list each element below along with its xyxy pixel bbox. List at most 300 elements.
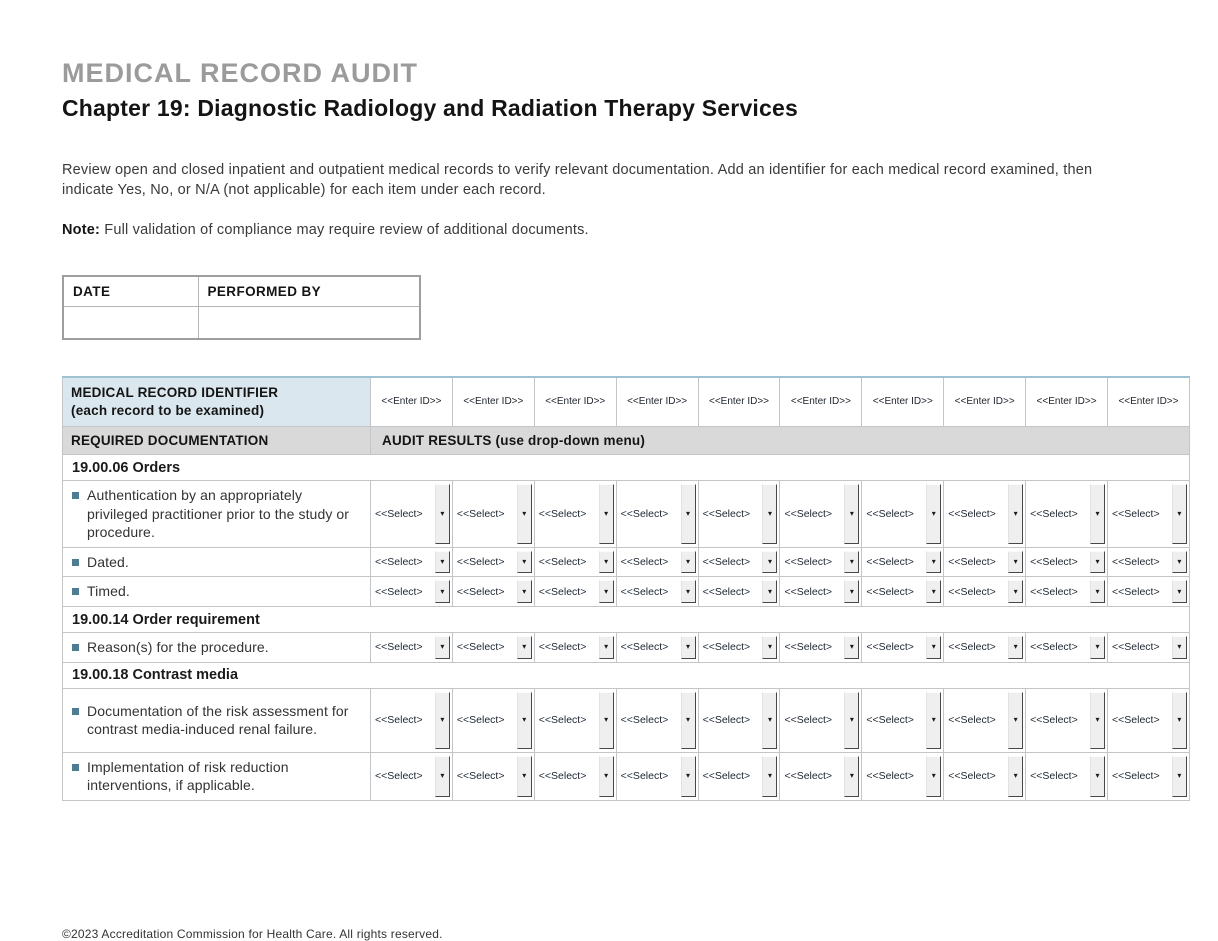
dropdown-arrow-button[interactable] <box>599 692 614 749</box>
dropdown-selected-value: <<Select> <box>948 556 996 569</box>
audit-result-cell <box>534 547 616 577</box>
section-heading: 19.00.06 Orders <box>63 455 1190 481</box>
audit-result-dropdown[interactable] <box>947 580 1023 603</box>
chevron-down-icon: ▾ <box>767 586 772 596</box>
item-description-cell <box>63 752 371 800</box>
audit-result-cell <box>780 577 862 607</box>
dropdown-arrow-button[interactable] <box>1172 692 1187 749</box>
info-input-row <box>63 307 420 339</box>
audit-result-dropdown[interactable] <box>702 692 778 749</box>
audit-result-cell <box>862 688 944 752</box>
dropdown-selected-value: <<Select> <box>866 641 914 654</box>
chevron-down-icon: ▾ <box>604 508 609 518</box>
dropdown-selected-value: <<Select> <box>1030 585 1078 598</box>
audit-result-dropdown[interactable] <box>783 484 859 544</box>
audit-result-cell <box>1026 688 1108 752</box>
audit-result-cell <box>1026 547 1108 577</box>
chevron-down-icon: ▾ <box>440 586 445 596</box>
dropdown-arrow-button[interactable] <box>681 692 696 749</box>
record-id-input[interactable]: <<Enter ID>> <box>1026 377 1108 427</box>
audit-result-dropdown[interactable] <box>865 551 941 574</box>
dropdown-arrow-button[interactable] <box>681 580 696 603</box>
dropdown-selected-value: <<Select> <box>456 585 505 598</box>
audit-result-cell <box>371 752 453 800</box>
audit-result-cell <box>616 633 698 663</box>
copyright-footer: ©2023 Accreditation Commission for Health Care. All rights reserved. <box>62 926 443 941</box>
audit-result-cell <box>371 633 453 663</box>
audit-result-cell <box>371 577 453 607</box>
audit-result-dropdown[interactable] <box>1111 692 1187 749</box>
chevron-down-icon: ▾ <box>849 715 854 725</box>
dropdown-arrow-button[interactable] <box>1172 756 1187 797</box>
audit-result-dropdown[interactable] <box>1029 580 1105 603</box>
dropdown-selected-value: <<Select> <box>1030 641 1078 654</box>
dropdown-arrow-button[interactable] <box>517 692 532 749</box>
audit-result-cell <box>1026 633 1108 663</box>
audit-result-dropdown[interactable] <box>374 692 450 749</box>
dropdown-selected-value: <<Select> <box>375 507 423 520</box>
audit-result-dropdown[interactable] <box>947 484 1023 544</box>
audit-result-dropdown[interactable] <box>374 580 450 603</box>
dropdown-selected-value: <<Select> <box>702 585 751 598</box>
chevron-down-icon: ▾ <box>1095 508 1100 518</box>
audit-item-row <box>63 481 1190 548</box>
dropdown-arrow-button[interactable] <box>926 551 941 574</box>
dropdown-selected-value: <<Select> <box>1112 585 1160 598</box>
dropdown-arrow-button[interactable] <box>599 756 614 797</box>
audit-result-dropdown[interactable] <box>702 484 778 544</box>
dropdown-arrow-button[interactable] <box>681 756 696 797</box>
dropdown-selected-value: <<Select> <box>375 641 423 654</box>
chevron-down-icon: ▾ <box>931 642 936 652</box>
audit-result-cell <box>698 547 780 577</box>
record-id-input[interactable]: <<Enter ID>> <box>780 377 862 427</box>
audit-result-cell <box>862 481 944 548</box>
audit-item-row <box>63 752 1190 800</box>
column-band-row <box>63 427 1190 455</box>
dropdown-arrow-button[interactable] <box>1172 484 1187 544</box>
dropdown-selected-value: <<Select> <box>456 507 505 520</box>
dropdown-selected-value: <<Select> <box>948 641 996 654</box>
audit-result-cell <box>698 688 780 752</box>
dropdown-arrow-button[interactable] <box>599 551 614 574</box>
audit-result-dropdown[interactable] <box>1111 580 1187 603</box>
dropdown-arrow-button[interactable] <box>681 551 696 574</box>
square-bullet-icon <box>72 708 79 715</box>
square-bullet-icon <box>72 644 79 651</box>
dropdown-arrow-button[interactable] <box>599 484 614 544</box>
item-description: Reason(s) for the procedure. <box>87 639 269 656</box>
dropdown-arrow-button[interactable] <box>435 756 450 797</box>
audit-result-dropdown[interactable] <box>620 692 696 749</box>
audit-result-dropdown[interactable] <box>620 756 696 797</box>
chevron-down-icon: ▾ <box>522 642 527 652</box>
chevron-down-icon: ▾ <box>931 715 936 725</box>
dropdown-arrow-button[interactable] <box>1008 636 1023 659</box>
chevron-down-icon: ▾ <box>767 771 772 781</box>
dropdown-arrow-button[interactable] <box>517 551 532 574</box>
info-header-row <box>63 276 420 307</box>
dropdown-selected-value: <<Select> <box>1030 770 1078 783</box>
dropdown-selected-value: <<Select> <box>1112 770 1160 783</box>
chevron-down-icon: ▾ <box>849 508 854 518</box>
audit-result-dropdown[interactable] <box>947 551 1023 574</box>
record-id-input[interactable]: <<Enter ID>> <box>944 377 1026 427</box>
dropdown-selected-value: <<Select> <box>538 641 587 654</box>
audit-result-dropdown[interactable] <box>374 551 450 574</box>
chevron-down-icon: ▾ <box>1013 642 1018 652</box>
dropdown-arrow-button[interactable] <box>1090 551 1105 574</box>
audit-result-cell <box>534 633 616 663</box>
dropdown-arrow-button[interactable] <box>599 636 614 659</box>
dropdown-arrow-button[interactable] <box>1172 580 1187 603</box>
dropdown-selected-value: <<Select> <box>456 770 505 783</box>
dropdown-arrow-button[interactable] <box>517 484 532 544</box>
square-bullet-icon <box>72 492 79 499</box>
dropdown-selected-value: <<Select> <box>375 770 423 783</box>
audit-result-dropdown[interactable] <box>865 484 941 544</box>
dropdown-arrow-button[interactable] <box>844 551 859 574</box>
dropdown-arrow-button[interactable] <box>844 756 859 797</box>
audit-result-dropdown[interactable] <box>702 551 778 574</box>
dropdown-selected-value: <<Select> <box>620 770 669 783</box>
dropdown-arrow-button[interactable] <box>762 692 777 749</box>
audit-result-dropdown[interactable] <box>538 636 614 659</box>
audit-result-cell <box>534 752 616 800</box>
dropdown-selected-value: <<Select> <box>784 585 833 598</box>
audit-result-cell <box>452 752 534 800</box>
audit-result-cell <box>1026 752 1108 800</box>
dropdown-arrow-button[interactable] <box>1090 756 1105 797</box>
dropdown-arrow-button[interactable] <box>844 484 859 544</box>
audit-result-cell <box>698 481 780 548</box>
identifier-header-line2: (each record to be examined) <box>71 402 265 418</box>
audit-result-cell <box>780 752 862 800</box>
dropdown-arrow-button[interactable] <box>1008 692 1023 749</box>
audit-result-dropdown[interactable] <box>702 580 778 603</box>
chevron-down-icon: ▾ <box>686 642 691 652</box>
audit-result-dropdown[interactable] <box>456 756 532 797</box>
audit-result-dropdown[interactable] <box>1111 551 1187 574</box>
chevron-down-icon: ▾ <box>931 508 936 518</box>
dropdown-selected-value: <<Select> <box>702 556 751 569</box>
audit-result-dropdown[interactable] <box>538 692 614 749</box>
audit-result-cell <box>780 547 862 577</box>
audit-result-dropdown[interactable] <box>783 756 859 797</box>
chevron-down-icon: ▾ <box>604 715 609 725</box>
dropdown-arrow-button[interactable] <box>435 580 450 603</box>
dropdown-arrow-button[interactable] <box>926 756 941 797</box>
chevron-down-icon: ▾ <box>686 771 691 781</box>
note-paragraph <box>62 222 1188 238</box>
chevron-down-icon: ▾ <box>686 557 691 567</box>
dropdown-arrow-button[interactable] <box>926 636 941 659</box>
chevron-down-icon: ▾ <box>1177 586 1182 596</box>
audit-item-row <box>63 547 1190 577</box>
audit-result-cell <box>780 688 862 752</box>
dropdown-selected-value: <<Select> <box>375 556 423 569</box>
chevron-down-icon: ▾ <box>522 771 527 781</box>
audit-result-dropdown[interactable] <box>947 756 1023 797</box>
record-id-input[interactable]: <<Enter ID>> <box>452 377 534 427</box>
audit-result-cell <box>862 752 944 800</box>
chevron-down-icon: ▾ <box>1095 557 1100 567</box>
audit-result-dropdown[interactable] <box>783 580 859 603</box>
dropdown-selected-value: <<Select> <box>702 507 751 520</box>
dropdown-selected-value: <<Select> <box>784 641 833 654</box>
record-id-input[interactable]: <<Enter ID>> <box>862 377 944 427</box>
audit-result-cell <box>780 633 862 663</box>
dropdown-arrow-button[interactable] <box>1090 692 1105 749</box>
chevron-down-icon: ▾ <box>604 586 609 596</box>
dropdown-arrow-button[interactable] <box>762 636 777 659</box>
chevron-down-icon: ▾ <box>686 586 691 596</box>
dropdown-arrow-button[interactable] <box>926 484 941 544</box>
note-label: Note: <box>62 222 101 238</box>
item-description: Authentication by an appropriately privileged practitioner prior to the study or procedure. <box>87 487 350 541</box>
audit-result-dropdown[interactable] <box>374 756 450 797</box>
chevron-down-icon: ▾ <box>440 642 445 652</box>
audit-result-cell <box>371 547 453 577</box>
dropdown-arrow-button[interactable] <box>844 580 859 603</box>
audit-result-cell <box>698 633 780 663</box>
chevron-down-icon: ▾ <box>1177 508 1182 518</box>
audit-result-dropdown[interactable] <box>620 484 696 544</box>
audit-result-dropdown[interactable] <box>702 756 778 797</box>
chevron-down-icon: ▾ <box>931 557 936 567</box>
audit-result-cell <box>944 547 1026 577</box>
chevron-down-icon: ▾ <box>849 642 854 652</box>
audit-result-cell <box>698 577 780 607</box>
dropdown-arrow-button[interactable] <box>844 636 859 659</box>
dropdown-arrow-button[interactable] <box>435 551 450 574</box>
audit-result-cell <box>944 481 1026 548</box>
audit-result-dropdown[interactable] <box>620 636 696 659</box>
audit-result-dropdown[interactable] <box>456 636 532 659</box>
audit-result-cell <box>1026 481 1108 548</box>
audit-result-dropdown[interactable] <box>538 756 614 797</box>
chevron-down-icon: ▾ <box>604 557 609 567</box>
audit-item-row <box>63 577 1190 607</box>
medical-record-identifier-header <box>63 377 371 427</box>
audit-result-dropdown[interactable] <box>865 756 941 797</box>
dropdown-arrow-button[interactable] <box>762 756 777 797</box>
audit-result-cell <box>371 688 453 752</box>
item-description: Timed. <box>87 583 130 600</box>
dropdown-arrow-button[interactable] <box>517 636 532 659</box>
audit-result-dropdown[interactable] <box>783 551 859 574</box>
record-id-input[interactable]: <<Enter ID>> <box>534 377 616 427</box>
audit-result-dropdown[interactable] <box>1029 636 1105 659</box>
audit-result-dropdown[interactable] <box>1111 636 1187 659</box>
audit-result-cell <box>944 633 1026 663</box>
item-description: Documentation of the risk assessment for contrast media-induced renal failure. <box>87 702 349 738</box>
audit-result-dropdown[interactable] <box>865 580 941 603</box>
dropdown-selected-value: <<Select> <box>1112 641 1160 654</box>
dropdown-selected-value: <<Select> <box>538 585 587 598</box>
chevron-down-icon: ▾ <box>604 771 609 781</box>
square-bullet-icon <box>72 559 79 566</box>
chevron-down-icon: ▾ <box>1177 557 1182 567</box>
performed-by-header: PERFORMED BY <box>198 276 420 307</box>
dropdown-arrow-button[interactable] <box>844 692 859 749</box>
chapter-title: Chapter 19: Diagnostic Radiology and Radiation Therapy Services <box>62 95 798 121</box>
audit-result-dropdown[interactable] <box>456 551 532 574</box>
chevron-down-icon: ▾ <box>440 771 445 781</box>
chevron-down-icon: ▾ <box>1095 771 1100 781</box>
audit-result-cell <box>371 481 453 548</box>
intro-paragraph: Review open and closed inpatient and outpatient medical records to verify relevant documentation. Add an identifier for each medical record examined, then indicate Yes, No, or N/A (not applicable) for each item under each record. <box>62 162 1093 198</box>
dropdown-arrow-button[interactable] <box>1090 484 1105 544</box>
performed-by-input-cell[interactable] <box>198 307 420 339</box>
dropdown-arrow-button[interactable] <box>1090 636 1105 659</box>
dropdown-selected-value: <<Select> <box>538 556 587 569</box>
audit-result-dropdown[interactable] <box>374 636 450 659</box>
audit-result-cell <box>1108 633 1190 663</box>
chevron-down-icon: ▾ <box>1013 557 1018 567</box>
chevron-down-icon: ▾ <box>767 715 772 725</box>
audit-result-dropdown[interactable] <box>865 692 941 749</box>
chevron-down-icon: ▾ <box>604 642 609 652</box>
dropdown-selected-value: <<Select> <box>1030 556 1078 569</box>
chevron-down-icon: ▾ <box>686 715 691 725</box>
item-description-cell <box>63 481 371 548</box>
chevron-down-icon: ▾ <box>1095 642 1100 652</box>
dropdown-arrow-button[interactable] <box>435 692 450 749</box>
audit-result-cell <box>780 481 862 548</box>
chevron-down-icon: ▾ <box>522 557 527 567</box>
dropdown-arrow-button[interactable] <box>681 636 696 659</box>
audit-result-dropdown[interactable] <box>1111 484 1187 544</box>
audit-result-dropdown[interactable] <box>538 484 614 544</box>
audit-result-dropdown[interactable] <box>1029 756 1105 797</box>
audit-result-cell <box>1108 688 1190 752</box>
audit-result-dropdown[interactable] <box>947 692 1023 749</box>
audit-result-dropdown[interactable] <box>1029 484 1105 544</box>
audit-result-dropdown[interactable] <box>865 636 941 659</box>
dropdown-selected-value: <<Select> <box>538 507 587 520</box>
dropdown-selected-value: <<Select> <box>1112 714 1160 727</box>
dropdown-selected-value: <<Select> <box>948 770 996 783</box>
audit-result-dropdown[interactable] <box>783 636 859 659</box>
chevron-down-icon: ▾ <box>849 586 854 596</box>
dropdown-selected-value: <<Select> <box>866 714 914 727</box>
audit-item-row <box>63 633 1190 663</box>
audit-result-cell <box>616 577 698 607</box>
audit-result-dropdown[interactable] <box>947 636 1023 659</box>
dropdown-arrow-button[interactable] <box>1008 580 1023 603</box>
chevron-down-icon: ▾ <box>1095 586 1100 596</box>
audit-table <box>62 376 1190 801</box>
dropdown-selected-value: <<Select> <box>1112 507 1160 520</box>
dropdown-arrow-button[interactable] <box>1008 551 1023 574</box>
record-id-input[interactable]: <<Enter ID>> <box>1108 377 1190 427</box>
section-heading-row <box>63 455 1190 481</box>
chevron-down-icon: ▾ <box>1095 715 1100 725</box>
date-performedby-table <box>62 275 421 340</box>
dropdown-selected-value: <<Select> <box>866 770 914 783</box>
audit-result-cell <box>616 481 698 548</box>
chevron-down-icon: ▾ <box>522 586 527 596</box>
audit-result-cell <box>944 577 1026 607</box>
dropdown-arrow-button[interactable] <box>435 484 450 544</box>
dropdown-arrow-button[interactable] <box>762 580 777 603</box>
record-id-input[interactable]: <<Enter ID>> <box>371 377 453 427</box>
chevron-down-icon: ▾ <box>849 771 854 781</box>
chevron-down-icon: ▾ <box>440 715 445 725</box>
audit-result-cell <box>862 547 944 577</box>
dropdown-arrow-button[interactable] <box>1008 756 1023 797</box>
note-text: Full validation of compliance may require review of additional documents. <box>100 222 589 238</box>
dropdown-selected-value: <<Select> <box>620 556 669 569</box>
audit-table-body <box>63 455 1190 801</box>
chevron-down-icon: ▾ <box>849 557 854 567</box>
audit-result-dropdown[interactable] <box>620 580 696 603</box>
chevron-down-icon: ▾ <box>1013 771 1018 781</box>
page-title: MEDICAL RECORD AUDIT <box>62 58 418 88</box>
dropdown-selected-value: <<Select> <box>538 714 587 727</box>
audit-result-dropdown[interactable] <box>374 484 450 544</box>
audit-result-dropdown[interactable] <box>783 692 859 749</box>
dropdown-selected-value: <<Select> <box>456 714 505 727</box>
chevron-down-icon: ▾ <box>1013 508 1018 518</box>
section-heading-row <box>63 662 1190 688</box>
audit-result-cell <box>452 547 534 577</box>
item-description-cell <box>63 577 371 607</box>
dropdown-selected-value: <<Select> <box>620 641 669 654</box>
item-description-cell <box>63 633 371 663</box>
item-description-cell <box>63 688 371 752</box>
dropdown-arrow-button[interactable] <box>1008 484 1023 544</box>
audit-result-dropdown[interactable] <box>1029 692 1105 749</box>
audit-result-dropdown[interactable] <box>456 692 532 749</box>
dropdown-arrow-button[interactable] <box>517 756 532 797</box>
record-id-input[interactable]: <<Enter ID>> <box>698 377 780 427</box>
record-id-input[interactable]: <<Enter ID>> <box>616 377 698 427</box>
audit-result-dropdown[interactable] <box>538 580 614 603</box>
dropdown-arrow-button[interactable] <box>762 484 777 544</box>
section-heading: 19.00.14 Order requirement <box>63 607 1190 633</box>
dropdown-selected-value: <<Select> <box>1030 714 1078 727</box>
dropdown-arrow-button[interactable] <box>762 551 777 574</box>
dropdown-arrow-button[interactable] <box>926 580 941 603</box>
dropdown-selected-value: <<Select> <box>866 556 914 569</box>
audit-result-cell <box>452 633 534 663</box>
dropdown-arrow-button[interactable] <box>1090 580 1105 603</box>
section-heading: 19.00.18 Contrast media <box>63 662 1190 688</box>
item-description-cell <box>63 547 371 577</box>
dropdown-arrow-button[interactable] <box>435 636 450 659</box>
audit-result-dropdown[interactable] <box>456 484 532 544</box>
audit-result-dropdown[interactable] <box>456 580 532 603</box>
dropdown-arrow-button[interactable] <box>926 692 941 749</box>
date-input-cell[interactable] <box>63 307 198 339</box>
dropdown-selected-value: <<Select> <box>456 556 505 569</box>
dropdown-arrow-button[interactable] <box>599 580 614 603</box>
audit-result-dropdown[interactable] <box>620 551 696 574</box>
square-bullet-icon <box>72 764 79 771</box>
dropdown-arrow-button[interactable] <box>517 580 532 603</box>
audit-result-dropdown[interactable] <box>1029 551 1105 574</box>
dropdown-selected-value: <<Select> <box>620 507 669 520</box>
audit-result-dropdown[interactable] <box>702 636 778 659</box>
dropdown-arrow-button[interactable] <box>1172 636 1187 659</box>
dropdown-arrow-button[interactable] <box>681 484 696 544</box>
audit-result-dropdown[interactable] <box>1111 756 1187 797</box>
chevron-down-icon: ▾ <box>440 557 445 567</box>
audit-result-dropdown[interactable] <box>538 551 614 574</box>
dropdown-arrow-button[interactable] <box>1172 551 1187 574</box>
